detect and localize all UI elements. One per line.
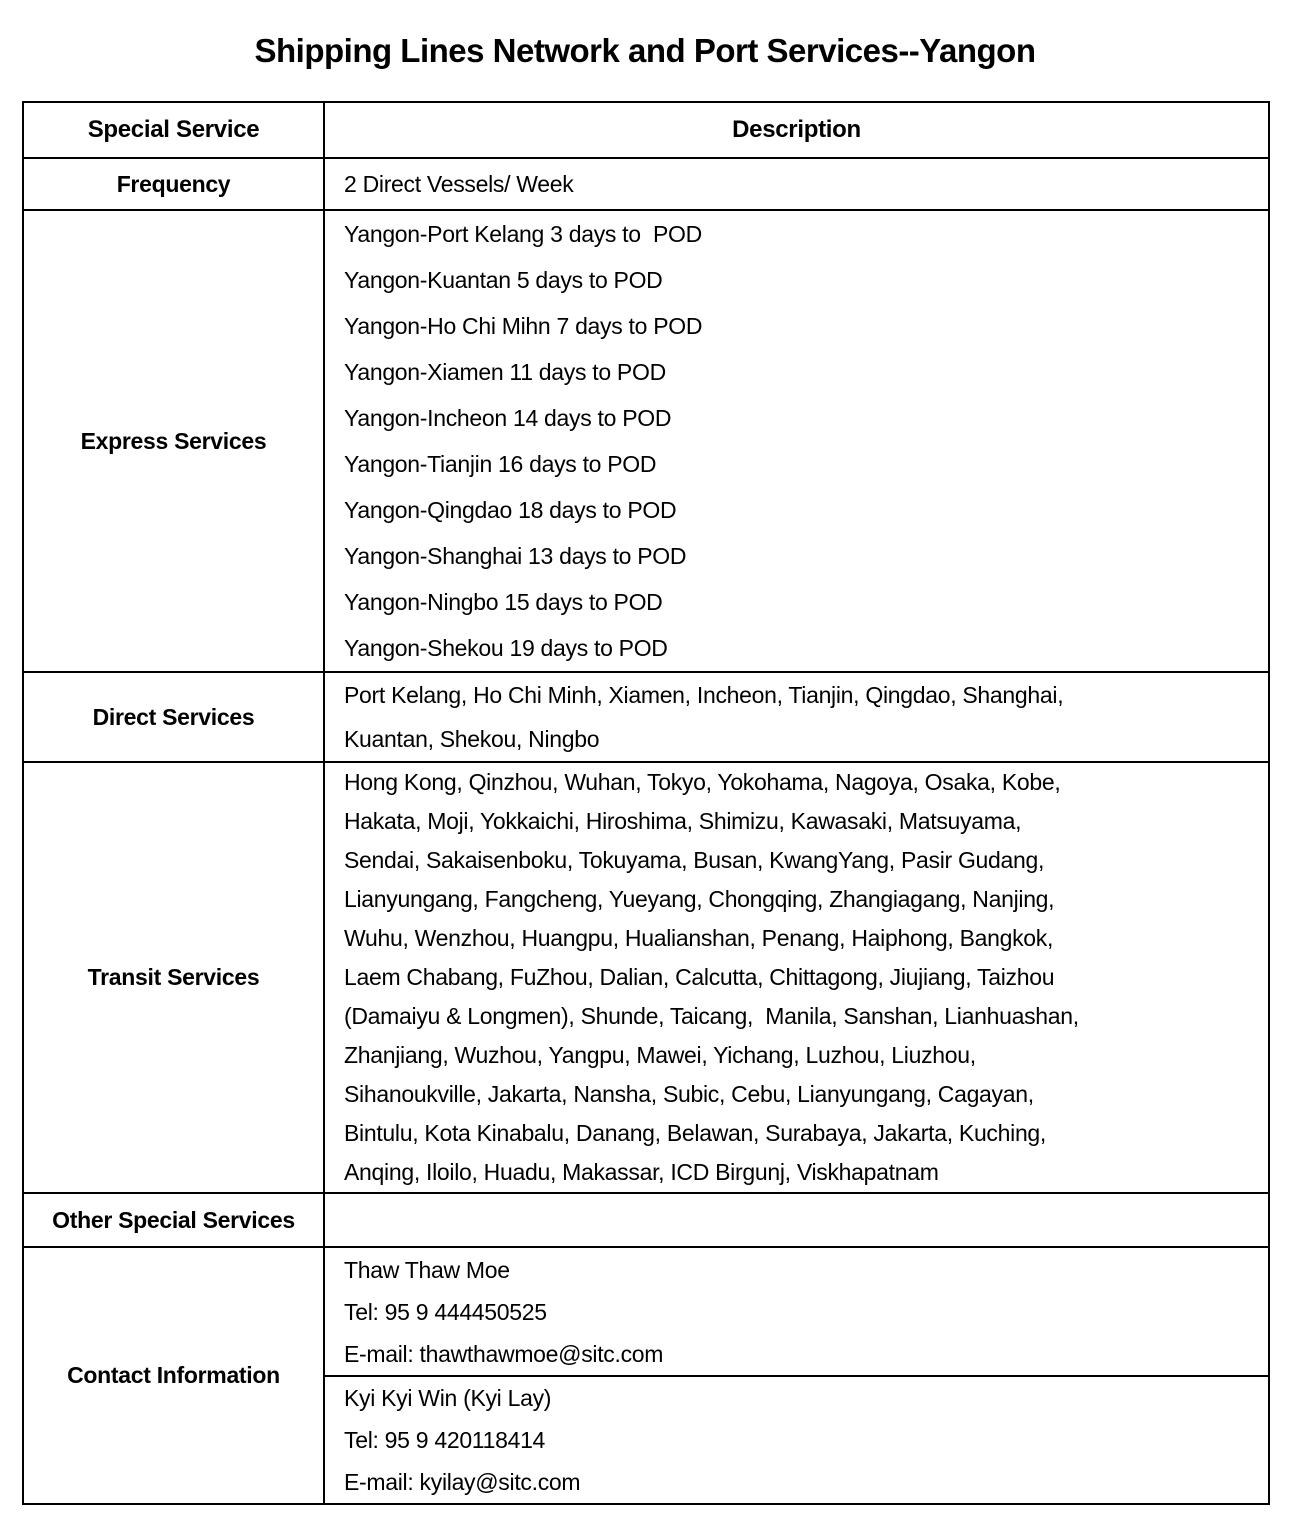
contact-name: Thaw Thaw Moe (344, 1256, 510, 1283)
direct-services-text (324, 672, 1269, 762)
other-special-services-value (324, 1193, 1269, 1247)
page-title: Shipping Lines Network and Port Services--Yangon (254, 32, 1036, 69)
contact-email: E-mail: kyilay@sitc.com (344, 1469, 581, 1495)
transit-services-line: (Damaiyu & Longmen), Shunde, Taicang, Manila, Sanshan, Lianhuashan, (344, 1003, 1079, 1029)
express-service-item: Yangon-Ho Chi Mihn 7 days to POD (344, 313, 703, 339)
express-service-item: Yangon-Tianjin 16 days to POD (344, 451, 657, 477)
express-service-item: Yangon-Incheon 14 days to POD (344, 405, 672, 431)
table-row-express-services (23, 210, 1269, 672)
direct-services-line: Kuantan, Shekou, Ningbo (344, 726, 600, 752)
contact-entry-2 (324, 1376, 1269, 1504)
transit-services-text (324, 762, 1269, 1193)
table-header-row (23, 102, 1269, 158)
table-row-other-special-services (23, 1193, 1269, 1247)
contact-name: Kyi Kyi Win (Kyi Lay) (344, 1385, 552, 1411)
contact-tel: Tel: 95 9 420118414 (344, 1427, 546, 1453)
transit-services-line: Hong Kong, Qinzhou, Wuhan, Tokyo, Yokohama, Nagoya, Osaka, Kobe, (344, 769, 1061, 795)
table-row-frequency (23, 158, 1269, 210)
transit-services-label: Transit Services (23, 762, 324, 1193)
contact-email: E-mail: thawthawmoe@sitc.com (344, 1340, 664, 1367)
express-service-item: Yangon-Shekou 19 days to POD (344, 635, 668, 661)
transit-services-line: Lianyungang, Fangcheng, Yueyang, Chongqing, Zhangiagang, Nanjing, (344, 886, 1055, 912)
direct-services-line: Port Kelang, Ho Chi Minh, Xiamen, Incheon, Tianjin, Qingdao, Shanghai, (344, 682, 1064, 708)
column-header-description: Description (324, 102, 1269, 158)
contact-entry-1 (324, 1247, 1269, 1376)
transit-services-line: Laem Chabang, FuZhou, Dalian, Calcutta, Chittagong, Jiujiang, Taizhou (344, 964, 1055, 990)
other-special-services-label: Other Special Services (23, 1193, 324, 1247)
transit-services-line: Wuhu, Wenzhou, Huangpu, Hualianshan, Penang, Haiphong, Bangkok, (344, 925, 1054, 951)
transit-services-line: Hakata, Moji, Yokkaichi, Hiroshima, Shimizu, Kawasaki, Matsuyama, (344, 808, 1022, 834)
express-service-item: Yangon-Shanghai 13 days to POD (344, 543, 687, 569)
contact-tel: Tel: 95 9 444450525 (344, 1298, 547, 1325)
table-row-contact-1 (23, 1247, 1269, 1376)
transit-services-line: Sihanoukville, Jakarta, Nansha, Subic, Cebu, Lianyungang, Cagayan, (344, 1081, 1034, 1107)
express-service-item: Yangon-Ningbo 15 days to POD (344, 589, 663, 615)
transit-services-line: Anqing, Iloilo, Huadu, Makassar, ICD Birgunj, Viskhapatnam (344, 1159, 939, 1185)
transit-services-line: Sendai, Sakaisenboku, Tokuyama, Busan, KwangYang, Pasir Gudang, (344, 847, 1045, 873)
frequency-value: 2 Direct Vessels/ Week (324, 158, 1269, 210)
table-row-transit-services (23, 762, 1269, 1193)
express-service-item: Yangon-Kuantan 5 days to POD (344, 267, 663, 293)
express-service-item: Yangon-Port Kelang 3 days to POD (344, 221, 702, 247)
express-service-item: Yangon-Xiamen 11 days to POD (344, 359, 666, 385)
contact-information-label: Contact Information (23, 1247, 324, 1504)
express-services-label: Express Services (23, 210, 324, 672)
express-services-list (324, 210, 1269, 672)
column-header-special-service: Special Service (23, 102, 324, 158)
transit-services-line: Bintulu, Kota Kinabalu, Danang, Belawan, Surabaya, Jakarta, Kuching, (344, 1120, 1047, 1146)
table-row-direct-services (23, 672, 1269, 762)
direct-services-label: Direct Services (23, 672, 324, 762)
transit-services-line: Zhanjiang, Wuzhou, Yangpu, Mawei, Yichang, Luzhou, Liuzhou, (344, 1042, 976, 1068)
shipping-services-table (22, 101, 1270, 1505)
express-service-item: Yangon-Qingdao 18 days to POD (344, 497, 677, 523)
frequency-label: Frequency (23, 158, 324, 210)
